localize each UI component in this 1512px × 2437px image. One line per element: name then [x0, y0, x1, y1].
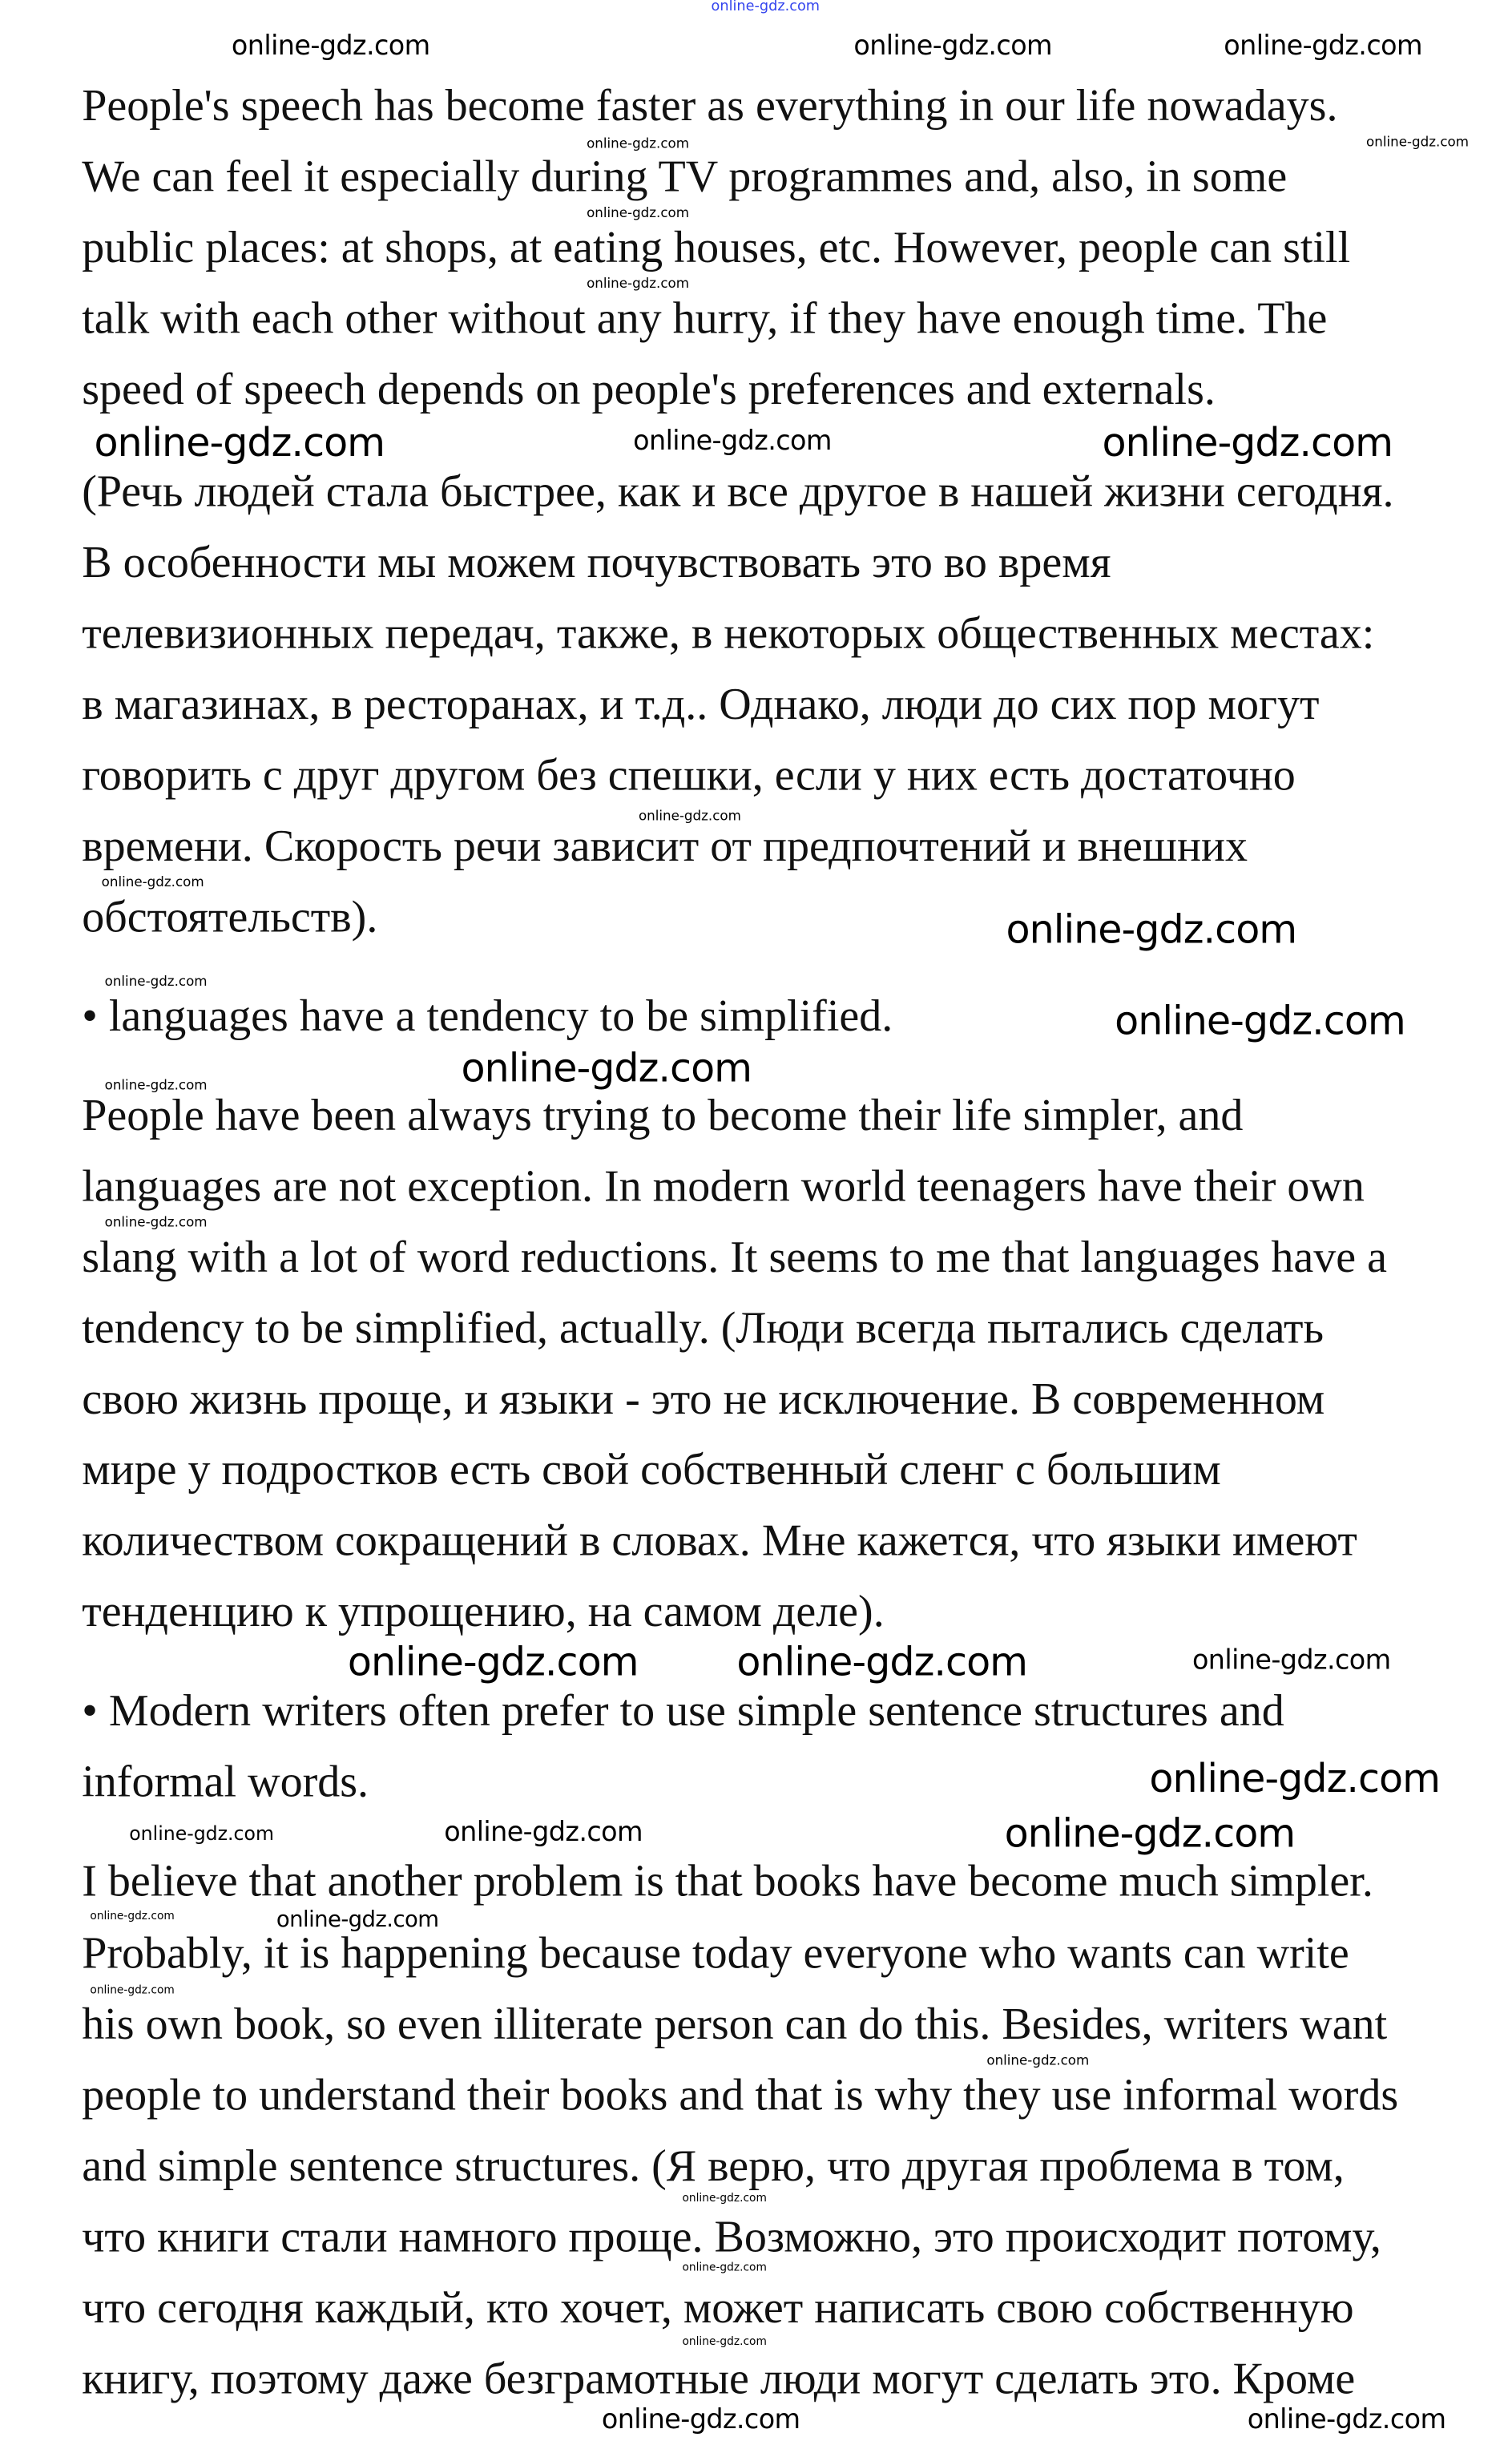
watermark: online-gdz.com	[682, 2261, 767, 2274]
text-line: tendency to be simplified, actually. (Люди всегда пытались сделать	[82, 1305, 1325, 1354]
text-line: People's speech has become faster as everything in our life nowadays.	[82, 82, 1338, 131]
text-line: мире у подростков есть свой собственный сленг с большим	[82, 1446, 1221, 1495]
text-line: his own book, so even illiterate person can do this. Besides, writers want	[82, 2000, 1388, 2050]
watermark: online-gdz.com	[1102, 419, 1393, 466]
watermark: online-gdz.com	[587, 206, 690, 222]
text-line: We can feel it especially during TV programmes and, also, in some	[82, 153, 1288, 203]
text-line: talk with each other without any hurry, if they have enough time. The	[82, 295, 1328, 345]
text-line: количеством сокращений в словах. Мне кажется, что языки имеют	[82, 1517, 1357, 1567]
text-line: Probably, it is happening because today everyone who wants can write	[82, 1930, 1349, 1979]
watermark: online-gdz.com	[1004, 1810, 1296, 1857]
text-line: People have been always trying to become their life simpler, and	[82, 1091, 1244, 1141]
text-line: что книги стали намного проще. Возможно, это происходит потому,	[82, 2213, 1381, 2263]
text-line: (Речь людей стала быстрее, как и все другое в нашей жизни сегодня.	[82, 468, 1394, 518]
text-line: свою жизнь проще, и языки - это не исключение. В современном	[82, 1375, 1325, 1425]
watermark: online-gdz.com	[633, 426, 832, 458]
watermark: online-gdz.com	[736, 1639, 1028, 1685]
watermark: online-gdz.com	[1366, 135, 1470, 151]
watermark: online-gdz.com	[1224, 30, 1422, 63]
watermark: online-gdz.com	[1006, 906, 1297, 953]
text-line: speed of speech depends on people's preferences and externals.	[82, 365, 1216, 415]
watermark: online-gdz.com	[1247, 2404, 1446, 2436]
text-line: and simple sentence structures. (Я верю, что другая проблема в том,	[82, 2142, 1345, 2192]
bullet-item: • languages have a tendency to be simplified.	[82, 992, 893, 1042]
watermark: online-gdz.com	[129, 1822, 274, 1845]
text-line: книгу, поэтому даже безграмотные люди могут сделать это. Кроме	[82, 2355, 1356, 2405]
text-line: обстоятельств).	[82, 894, 378, 943]
watermark: online-gdz.com	[587, 276, 690, 293]
watermark: online-gdz.com	[682, 2192, 767, 2205]
watermark: online-gdz.com	[638, 809, 741, 825]
watermark: online-gdz.com	[1115, 998, 1405, 1044]
watermark: online-gdz.com	[276, 1907, 439, 1933]
text-line: говорить с друг другом без спешки, если у них есть достаточно	[82, 752, 1296, 801]
watermark: online-gdz.com	[1149, 1755, 1441, 1802]
watermark: online-gdz.com	[104, 974, 208, 991]
text-line: В особенности мы можем почувствовать это во время	[82, 539, 1111, 588]
watermark: online-gdz.com	[711, 0, 821, 15]
watermark: online-gdz.com	[601, 2404, 800, 2436]
watermark: online-gdz.com	[853, 30, 1053, 63]
watermark: online-gdz.com	[101, 875, 204, 892]
watermark: online-gdz.com	[444, 1817, 643, 1849]
text-line: времени. Скорость речи зависит от предпочтений и внешних	[82, 822, 1248, 872]
text-line: slang with a lot of word reductions. It seems to me that languages have a	[82, 1233, 1388, 1283]
text-line: languages are not exception. In modern world teenagers have their own	[82, 1163, 1365, 1212]
bullet-item: • Modern writers often prefer to use simple sentence structures and	[82, 1687, 1284, 1737]
text-line: что сегодня каждый, кто хочет, может написать свою собственную	[82, 2284, 1354, 2334]
text-line: public places: at shops, at eating houses, etc. However, people can still	[82, 224, 1351, 273]
watermark: online-gdz.com	[347, 1639, 639, 1685]
text-line: телевизионных передач, также, в некоторых общественных местах:	[82, 610, 1375, 660]
watermark: online-gdz.com	[90, 1910, 175, 1923]
watermark: online-gdz.com	[104, 1215, 208, 1232]
bullet-item: informal words.	[82, 1758, 369, 1808]
watermark: online-gdz.com	[94, 419, 385, 466]
watermark: online-gdz.com	[90, 1983, 175, 1997]
watermark: online-gdz.com	[1191, 1645, 1391, 1677]
text-line: people to understand their books and that is why they use informal words	[82, 2072, 1399, 2121]
watermark: online-gdz.com	[682, 2335, 767, 2348]
text-line: I believe that another problem is that books have become much simpler.	[82, 1858, 1373, 1907]
watermark: online-gdz.com	[104, 1078, 208, 1095]
text-line: в магазинах, в ресторанах, и т.д.. Однако, люди до сих пор могут	[82, 680, 1320, 730]
watermark: online-gdz.com	[986, 2053, 1090, 2070]
watermark: online-gdz.com	[587, 136, 690, 153]
watermark: online-gdz.com	[231, 30, 430, 63]
watermark: online-gdz.com	[461, 1045, 752, 1091]
text-line: тенденцию к упрощению, на самом деле).	[82, 1588, 885, 1637]
